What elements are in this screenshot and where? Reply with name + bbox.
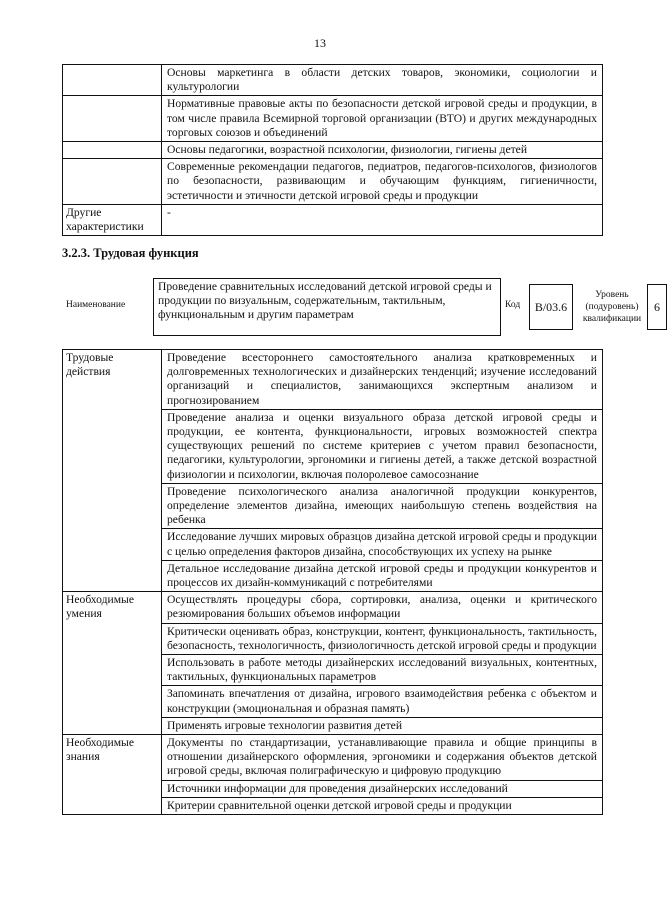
labor-action-item: Детальное исследование дизайна детской игровой среды и продукции конкурентов и процессов их дизайн-коммуникаций с потребителями	[162, 560, 603, 591]
section-title: 3.2.3. Трудовая функция	[62, 246, 199, 260]
other-characteristics-label: Другие характеристики	[63, 204, 162, 235]
table-row	[63, 65, 603, 96]
row-text: Основы педагогики, возрастной психологии, физиологии, гигиены детей	[162, 142, 603, 159]
row-label	[63, 65, 162, 96]
knowledge-label: Необходимые знания	[63, 735, 162, 815]
labor-action-item: Проведение анализа и оценки визуального образа детской игровой среды и продукции, ее контента, функциональности, игровых возможностей спектра существующих решений по системе критериев с учетом правил безопасности, педагогики, культурологии, эргономики и гигиены детей, а также детской возрастной физиологии и психологии, включая полоролевое самосознание	[162, 409, 603, 483]
table-row	[63, 735, 603, 781]
table-row	[63, 96, 603, 142]
skills-label: Необходимые умения	[63, 592, 162, 735]
row-label	[63, 142, 162, 159]
row-text: Современные рекомендации педагогов, педиатров, педагогов-психологов, физиологов по безопасности, развивающим и обучающим функциям, гигиеничности, эстетичности и этичности детской игровой среды и продукции	[162, 159, 603, 205]
skill-item: Критически оценивать образ, конструкции, контент, функциональность, тактильность, безопасность, технологичность, физиологичность детской игровой среды и продукции	[162, 623, 603, 654]
top-table	[62, 64, 603, 236]
labor-action-item: Проведение всестороннего самостоятельного анализа кратковременных и долговременных технологических и дизайнерских тенденций; изучение исследований организаций и специалистов, занимающихся экспертным анализом и прогнозированием	[162, 350, 603, 410]
knowledge-item: Документы по стандартизации, устанавливающие правила и общие принципы в отношении дизайнерского оформления, эргономики и содержания объектов детской игровой среды, включая полиграфическую и цифровую продукцию	[162, 735, 603, 781]
table-row	[63, 350, 603, 410]
labor-action-item: Проведение психологического анализа аналогичной продукции конкурентов, определение элементов дизайна, имеющих наибольшую степень воздействия на ребенка	[162, 483, 603, 529]
level-value-box: 6	[647, 284, 667, 330]
table-row	[63, 142, 603, 159]
function-name-box: Проведение сравнительных исследований детской игровой среды и продукции по визуальным, содержательным, тактильным, функциональным и другим параметрам	[153, 278, 501, 336]
table-row	[63, 204, 603, 235]
table-row	[63, 159, 603, 205]
other-characteristics-value: -	[162, 204, 603, 235]
table-row	[63, 592, 603, 623]
row-text: Основы маркетинга в области детских товаров, экономики, социологии и культурологии	[162, 65, 603, 96]
row-label	[63, 96, 162, 142]
labor-function-header	[62, 278, 660, 338]
skill-item: Запоминать впечатления от дизайна, игрового взаимодействия ребенка с объектом и конструкции (эмоциональная и образная память)	[162, 686, 603, 717]
code-label: Код	[505, 300, 521, 310]
row-label	[63, 159, 162, 205]
code-value-box: В/03.6	[529, 284, 573, 330]
skill-item: Осуществлять процедуры сбора, сортировки, анализа, оценки и критического резюмирования больших объемов информации	[162, 592, 603, 623]
knowledge-item: Критерии сравнительной оценки детской игровой среды и продукции	[162, 797, 603, 814]
page-number: 13	[314, 36, 326, 50]
level-label: Уровень (подуровень) квалификации	[582, 290, 642, 324]
name-label: Наименование	[66, 300, 126, 310]
labor-actions-label: Трудовые действия	[63, 350, 162, 592]
main-table	[62, 349, 603, 815]
knowledge-item: Источники информации для проведения дизайнерских исследований	[162, 780, 603, 797]
skill-item: Применять игровые технологии развития детей	[162, 717, 603, 734]
skill-item: Использовать в работе методы дизайнерских исследований визуальных, контентных, тактильных, функциональных параметров	[162, 655, 603, 686]
row-text: Нормативные правовые акты по безопасности детской игровой среды и продукции, в том числе правила Всемирной торговой организации (ВТО) и других международных торговых союзов и объединений	[162, 96, 603, 142]
labor-action-item: Исследование лучших мировых образцов дизайна детской игровой среды и продукции с целью определения факторов дизайна, способствующих их успеху на рынке	[162, 529, 603, 560]
